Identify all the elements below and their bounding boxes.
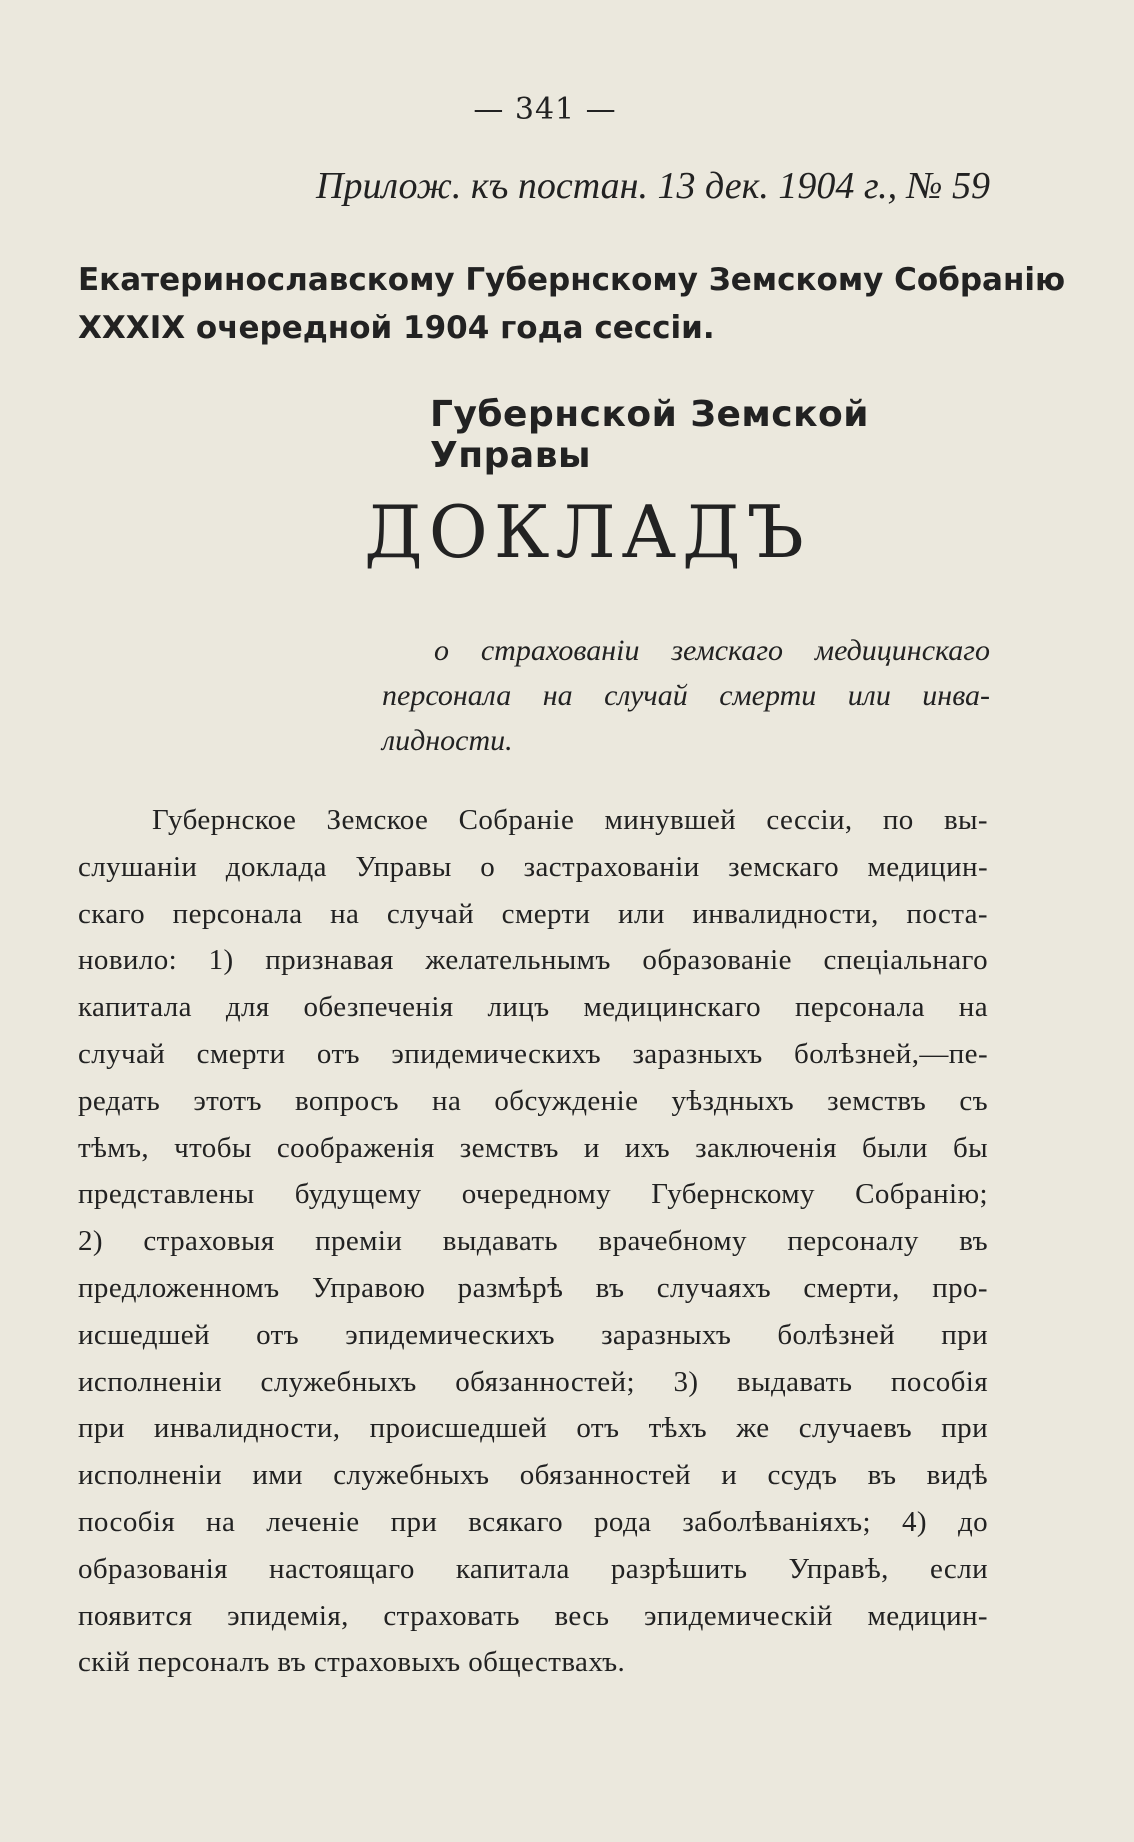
addressee-line: XXXIX очередной 1904 года сессіи. bbox=[78, 310, 715, 346]
body-line: при инвалидности, происшедшей отъ тѣхъ же случаевъ при bbox=[78, 1412, 988, 1445]
report-subject bbox=[382, 628, 990, 763]
addressee-line: Екатеринославскому Губернскому Земскому Собранію bbox=[78, 262, 1066, 298]
body-line: скій персоналъ въ страховыхъ обществахъ. bbox=[78, 1646, 626, 1679]
body-line: слушаніи доклада Управы о застрахованіи земскаго медицин- bbox=[78, 850, 988, 883]
subject-line: лидности. bbox=[382, 724, 513, 757]
subject-line: персонала на случай смерти или инва- bbox=[382, 679, 990, 712]
body-line: исполненіи служебныхъ обязанностей; 3) выдавать пособія bbox=[78, 1365, 988, 1398]
body-line: исполненіи ими служебныхъ обязанностей и ссудъ въ видѣ bbox=[78, 1459, 988, 1492]
body-line: 2) страховыя преміи выдавать врачебному персоналу въ bbox=[78, 1225, 988, 1258]
body-line: скаго персонала на случай смерти или инвалидности, поста- bbox=[78, 897, 988, 930]
body-line: капитала для обезпеченія лицъ медицинскаго персонала на bbox=[78, 991, 988, 1024]
page-number: — 341 — bbox=[473, 92, 617, 127]
document-title: ДОКЛАДЪ bbox=[364, 490, 810, 574]
addressee-block bbox=[78, 256, 1066, 352]
subject-line: о страхованіи земскаго медицинскаго bbox=[434, 634, 990, 667]
issuer-heading: Губернской Земской Управы bbox=[430, 394, 870, 476]
appendix-reference: Прилож. къ постан. 13 дек. 1904 г., № 59 bbox=[316, 165, 990, 207]
body-line: исшедшей отъ эпидемическихъ заразныхъ болѣзней при bbox=[78, 1318, 988, 1351]
body-line: случай смерти отъ эпидемическихъ заразныхъ болѣзней,—пе- bbox=[78, 1037, 988, 1070]
body-line: предложенномъ Управою размѣрѣ въ случаяхъ смерти, про- bbox=[78, 1271, 988, 1304]
body-line: пособія на леченіе при всякаго рода заболѣваніяхъ; 4) до bbox=[78, 1505, 988, 1538]
body-line: тѣмъ, чтобы соображенія земствъ и ихъ заключенія были бы bbox=[78, 1131, 988, 1164]
body-line: представлены будущему очередному Губернскому Собранію; bbox=[78, 1178, 988, 1211]
body-paragraph bbox=[78, 797, 988, 1686]
body-line: образованія настоящаго капитала разрѣшить Управѣ, если bbox=[78, 1552, 988, 1585]
body-line: новило: 1) признавая желательнымъ образованіе спеціальнаго bbox=[78, 944, 988, 977]
body-line: редать этотъ вопросъ на обсужденіе уѣздныхъ земствъ съ bbox=[78, 1084, 988, 1117]
body-line: появится эпидемія, страховать весь эпидемическій медицин- bbox=[78, 1599, 988, 1632]
body-line: Губернское Земское Собраніе минувшей сессіи, по вы- bbox=[152, 804, 988, 836]
